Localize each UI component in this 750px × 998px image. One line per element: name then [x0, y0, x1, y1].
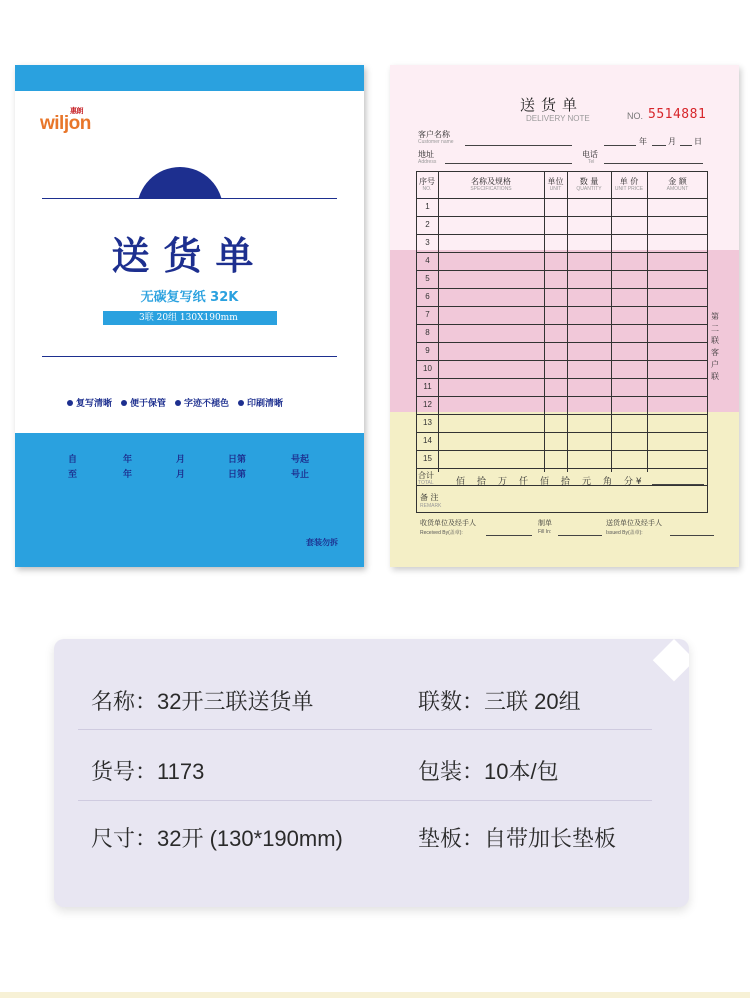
remark-label: 备 注: [420, 493, 439, 502]
day-field: [680, 145, 692, 146]
feature-item: 字迹不褪色: [175, 396, 229, 409]
bullet-icon: [238, 400, 244, 406]
info-label: 联数：: [418, 689, 485, 714]
col-header-amount: 金 额: [668, 177, 687, 186]
cover-rule-bottom: [42, 356, 337, 357]
address-label-en: Address: [418, 159, 437, 165]
form-subtitle: DELIVERY NOTE: [526, 114, 590, 123]
cover-subtitle: 无碳复写纸 32K: [140, 290, 239, 305]
cover-book: [15, 65, 364, 567]
info-divider: [78, 729, 652, 730]
month-label: 月: [668, 137, 676, 146]
info-size: [91, 822, 343, 853]
unit-label: 分 ¥: [624, 477, 642, 487]
info-label: 尺寸：: [91, 826, 158, 851]
col-header-no-en: NO.: [422, 186, 432, 192]
sig-fill-en: Fill In:: [538, 529, 552, 535]
range-label: 月: [176, 455, 186, 465]
day-label: 日: [694, 137, 702, 146]
row-number: 5: [425, 274, 430, 283]
cover-rule-top: [42, 198, 337, 199]
address-label: 地址: [418, 150, 434, 159]
range-label: 号起: [291, 455, 310, 465]
table-row-divider: [416, 288, 708, 289]
info-value: 32开三联送货单: [157, 689, 314, 714]
customer-label: 客户名称: [418, 130, 450, 139]
info-name: [91, 685, 314, 716]
col-header-price: 单 价: [619, 177, 639, 186]
table-row-divider: [416, 252, 708, 253]
bullet-icon: [67, 400, 73, 406]
info-value: 1173: [157, 759, 205, 784]
cover-title: 送货单: [111, 234, 268, 278]
card-folded-corner: [653, 639, 689, 681]
customer-label-en: Customer name: [418, 139, 454, 145]
copy-label: 第二联 客户联: [711, 312, 719, 381]
phone-label-en: Tel: [588, 159, 595, 165]
feature-item: 便于保管: [121, 396, 166, 409]
feature-item: 复写清晰: [67, 396, 112, 409]
table-row-divider: [416, 360, 708, 361]
table-row-divider: [416, 468, 708, 469]
sig-fill-label: 制单: [538, 519, 552, 527]
form-number: 5514881: [648, 107, 707, 122]
year-field: [604, 145, 636, 146]
range-label: 月: [176, 470, 186, 480]
row-number: 10: [423, 364, 432, 373]
row-number: 9: [425, 346, 430, 355]
range-label: 年: [123, 470, 133, 480]
range-label: 至: [68, 470, 78, 480]
col-header-qty-en: QUANTITY: [576, 186, 602, 192]
info-board: [418, 822, 616, 853]
customer-field: [465, 145, 572, 146]
unit-label: 元: [582, 477, 592, 487]
unit-label: 拾: [561, 477, 571, 487]
unit-label: 佰: [540, 477, 550, 487]
total-field: [652, 484, 704, 485]
cover-top-band: [15, 65, 364, 91]
phone-field: [604, 163, 703, 164]
form-title: 送货单: [520, 96, 584, 114]
address-field: [445, 163, 572, 164]
month-field: [652, 145, 666, 146]
form-number-label: NO.: [627, 111, 644, 121]
range-label: 年: [123, 455, 133, 465]
table-row-divider: [416, 306, 708, 307]
brand-logo: 惠朗 wiljon: [40, 108, 91, 134]
remark-label-en: REMARK: [420, 503, 442, 509]
info-pack: [418, 755, 559, 786]
info-value: 32开 (130*190mm): [157, 826, 343, 851]
col-header-price-en: UNIT PRICE: [614, 186, 644, 192]
sig-received-field: [486, 535, 532, 536]
col-header-spec: 名称及规格: [471, 177, 511, 186]
info-code: [91, 755, 204, 786]
row-number: 12: [423, 400, 432, 409]
info-sets: [418, 685, 581, 716]
info-label: 名称：: [91, 689, 158, 714]
bullet-icon: [175, 400, 181, 406]
table-row-divider: [416, 450, 708, 451]
year-label: 年: [639, 137, 647, 146]
row-number: 13: [423, 418, 432, 427]
range-label: 自: [68, 455, 78, 465]
table-row-divider: [416, 342, 708, 343]
cover-feature-list: [67, 396, 283, 409]
total-label-en: TOTAL: [418, 480, 434, 486]
table-row-divider: [416, 324, 708, 325]
info-label: 垫板：: [418, 826, 485, 851]
sig-received-label: 收货单位及经手人: [420, 519, 476, 527]
row-number: 6: [425, 292, 430, 301]
info-divider: [78, 800, 652, 801]
table-row-divider: [416, 216, 708, 217]
row-number: 7: [425, 310, 430, 319]
col-header-spec-en: SPECIFICATIONS: [470, 186, 512, 192]
total-amount-units: [456, 474, 642, 487]
product-info-card: [54, 639, 689, 907]
table-row-divider: [416, 198, 708, 199]
sig-issued-label: 送货单位及经手人: [606, 519, 662, 527]
info-value: 三联 20组: [484, 689, 581, 714]
cover-notice: 套装勿拆: [306, 538, 338, 547]
row-number: 2: [425, 220, 430, 229]
table-row-divider: [416, 234, 708, 235]
info-label: 包装：: [418, 759, 485, 784]
delivery-note-form: [390, 65, 739, 567]
sig-received-en: Received By(盖章):: [420, 530, 463, 536]
unit-label: 仟: [519, 477, 529, 487]
col-header-unit-en: UNIT: [549, 186, 562, 192]
sig-issued-field: [670, 535, 714, 536]
row-number: 8: [425, 328, 430, 337]
row-number: 1: [425, 202, 430, 211]
info-value: 10本/包: [484, 759, 559, 784]
cover-spec-bar: 3联 20组 130X190mm: [103, 311, 277, 325]
table-row-divider: [416, 378, 708, 379]
sig-fill-field: [558, 535, 602, 536]
bullet-icon: [121, 400, 127, 406]
row-number: 15: [423, 454, 432, 463]
table-row-divider: [416, 270, 708, 271]
col-header-unit: 单位: [547, 177, 564, 186]
row-number: 14: [423, 436, 432, 445]
info-value: 自带加长垫板: [484, 826, 617, 851]
unit-label: 万: [498, 477, 508, 487]
unit-label: 拾: [477, 477, 487, 487]
unit-label: 佰: [456, 477, 466, 487]
row-number: 11: [423, 382, 432, 391]
col-header-qty: 数 量: [579, 177, 599, 186]
col-header-amount-en: AMOUNT: [666, 186, 689, 192]
footer-strip: [0, 992, 750, 998]
range-label: 号止: [291, 470, 310, 480]
info-label: 货号：: [91, 759, 158, 784]
table-row-divider: [416, 414, 708, 415]
table-row-divider: [416, 432, 708, 433]
sig-issued-en: Issued By(盖章):: [606, 530, 643, 536]
range-label: 日第: [228, 470, 247, 480]
row-number: 3: [425, 238, 430, 247]
table-row-divider: [416, 396, 708, 397]
row-number: 4: [425, 256, 430, 265]
feature-item: 印刷清晰: [238, 396, 283, 409]
total-label: 合计: [418, 471, 434, 480]
unit-label: 角: [603, 477, 613, 487]
phone-label: 电话: [582, 150, 598, 159]
col-header-no: 序号: [419, 177, 435, 186]
range-label: 日第: [228, 455, 247, 465]
